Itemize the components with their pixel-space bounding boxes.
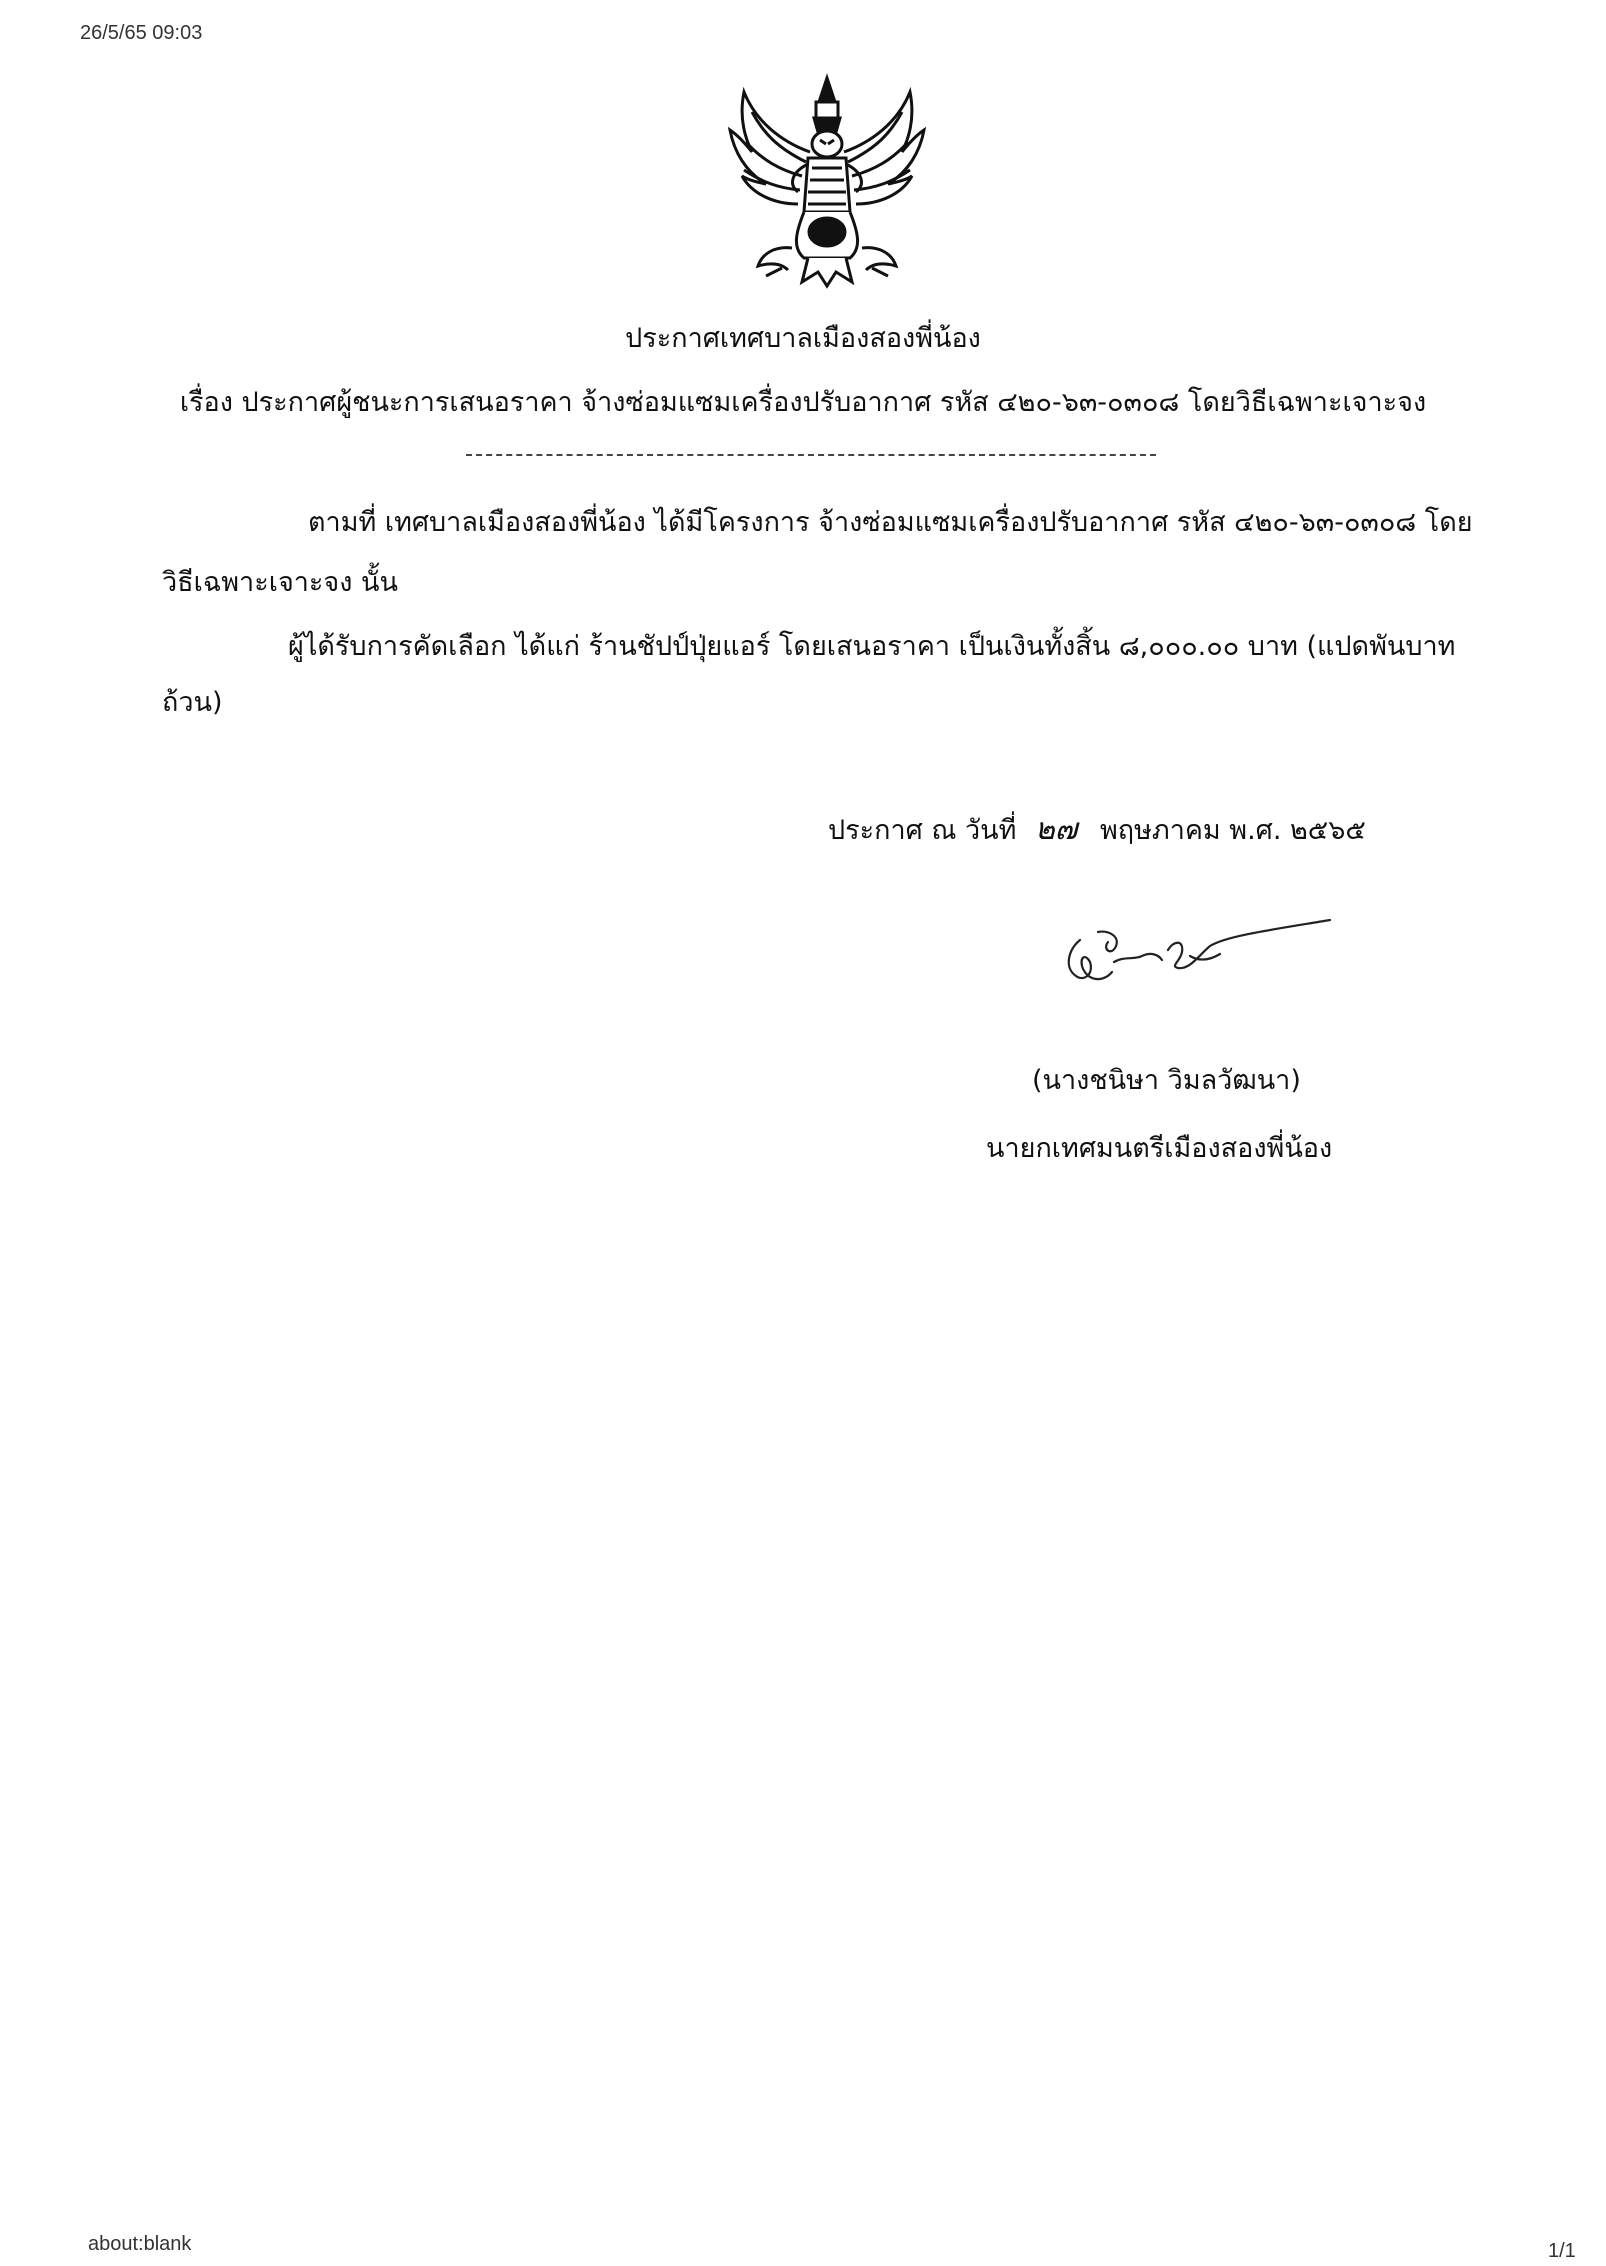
- paragraph1-line2: วิธีเฉพาะเจาะจง นั้น: [162, 567, 398, 598]
- dashed-divider: [466, 454, 1156, 456]
- garuda-emblem-icon: [722, 72, 932, 290]
- signatory-position: นายกเทศมนตรีเมืองสองพี่น้อง: [986, 1133, 1333, 1164]
- announcement-title: ประกาศเทศบาลเมืองสองพี่น้อง: [625, 323, 981, 354]
- print-page-number: 1/1: [1548, 2240, 1576, 2262]
- print-footer-url: about:blank: [88, 2233, 192, 2255]
- announcement-date: [828, 806, 1366, 853]
- date-suffix: พฤษภาคม พ.ศ. ๒๕๖๕: [1099, 815, 1366, 846]
- paragraph1-line1: ตามที่ เทศบาลเมืองสองพี่น้อง ได้มีโครงการ จ้างซ่อมแซมเครื่องปรับอากาศ รหัส ๔๒๐-๖๓-๐๓๐๘ โดย: [308, 507, 1473, 538]
- signatory-name: (นางชนิษา วิมลวัฒนา): [1032, 1065, 1301, 1096]
- paragraph2-line2: ถ้วน): [162, 687, 223, 718]
- announcement-subject: เรื่อง ประกาศผู้ชนะการเสนอราคา จ้างซ่อมแซมเครื่องปรับอากาศ รหัส ๔๒๐-๖๓-๐๓๐๘ โดยวิธีเฉพาะเจาะจง: [179, 387, 1427, 418]
- print-timestamp: 26/5/65 09:03: [80, 22, 203, 44]
- date-day-handwritten: ๒๗: [1035, 812, 1078, 847]
- date-prefix: ประกาศ ณ วันที่: [828, 815, 1017, 846]
- signature-icon: [1050, 910, 1340, 1000]
- paragraph2-line1: ผู้ได้รับการคัดเลือก ได้แก่ ร้านชัปป์ปุ่ยแอร์ โดยเสนอราคา เป็นเงินทั้งสิ้น ๘,๐๐๐.๐๐ บาท (แปดพันบาท: [288, 631, 1456, 662]
